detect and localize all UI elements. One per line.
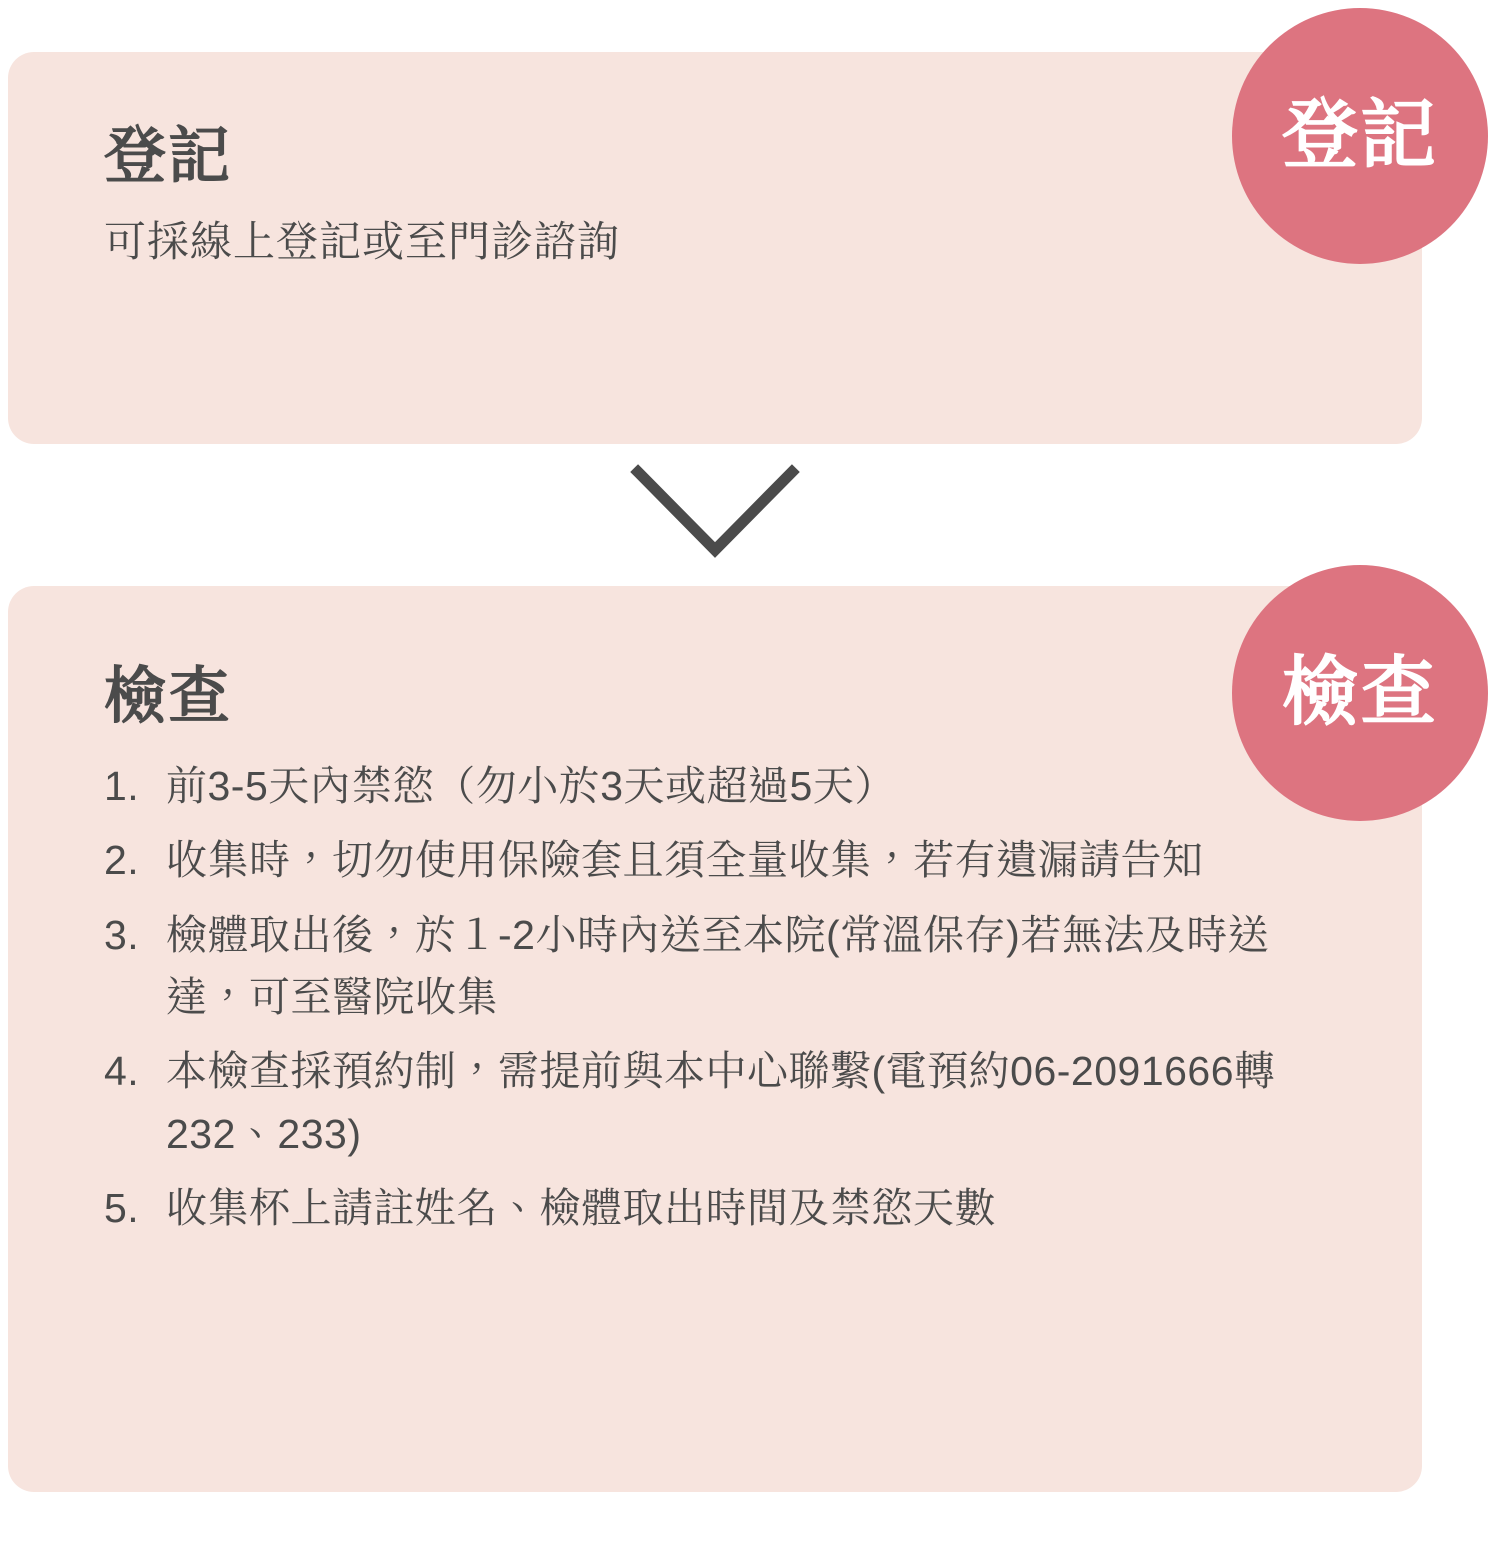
list-item [104,1040,1422,1165]
list-item-text: 收集杯上請註姓名、檢體取出時間及禁慾天數 [166,1184,996,1231]
list-item-text: 前3-5天內禁慾（勿小於3天或超過5天） [166,763,896,810]
exam-title: 檢查 [104,662,233,731]
register-title: 登記 [104,122,233,191]
step-badge-register [1232,8,1488,264]
list-item-number: 5. [104,1184,140,1231]
list-item-text: 檢體取出後，於１-2小時內送至本院(常溫保存)若無法及時送達，可至醫院收集 [166,911,1270,1021]
step-card-exam [8,586,1422,1492]
step-card-register [8,52,1422,444]
list-item [104,829,1422,891]
list-item-number: 1. [104,763,140,810]
chevron-down-icon [630,462,800,562]
list-item-number: 2. [104,837,140,884]
list-item-text: 本檢查採預約制，需提前與本中心聯繫(電預約06-2091666轉232、233) [166,1048,1276,1157]
list-item [104,1177,1422,1239]
list-item-text: 收集時，切勿使用保險套且須全量收集，若有遺漏請告知 [166,837,1204,884]
exam-badge-label: 檢查 [1282,650,1438,735]
list-item [104,904,1422,1029]
list-item-number: 4. [104,1048,140,1095]
exam-instruction-list [104,755,1422,1239]
register-badge-label: 登記 [1282,93,1438,178]
register-subtitle: 可採線上登記或至門診諮詢 [104,218,621,266]
step-badge-exam [1232,565,1488,821]
list-item [104,755,1422,817]
list-item-number: 3. [104,911,140,958]
